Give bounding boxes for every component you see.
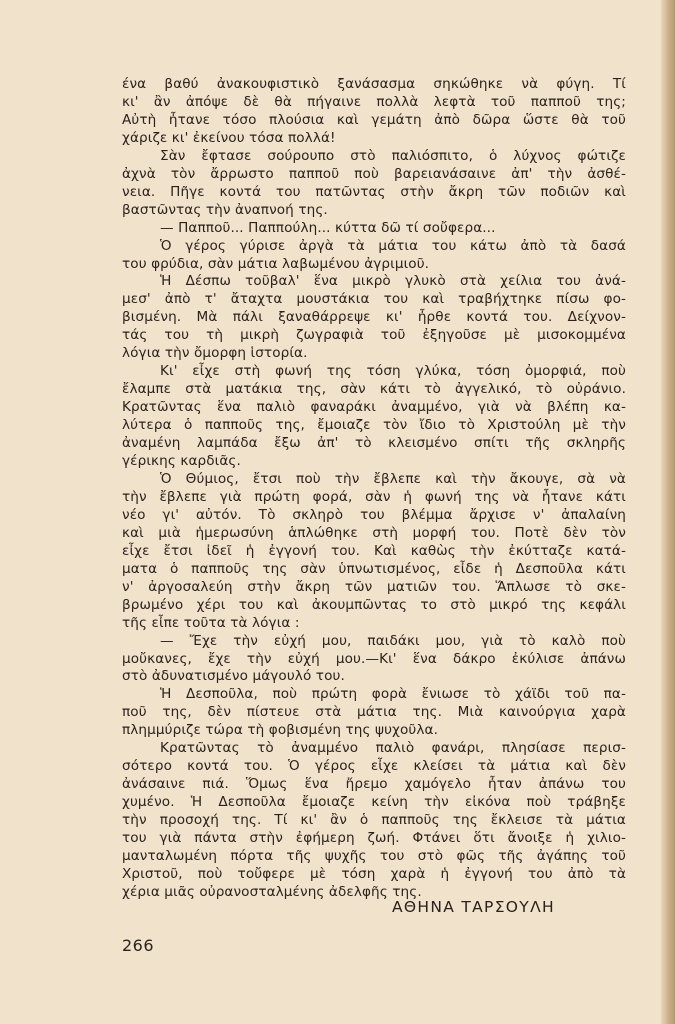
text-line: τὴν ἔβλεπε γιὰ πρώτη φορά, σὰν ἡ φωνή της νὰ ἦτανε κάτι: [122, 488, 626, 505]
text-line: Ἡ Δεσποῦλα, ποὺ πρώτη φορὰ ἔνιωσε τὸ χάϊδι τοῦ πα-: [160, 686, 626, 703]
text-line: νέο γι' αὐτόν. Τὸ σκληρὸ του βλέμμα ἄρχισε ν' ἀπαλαίνη: [122, 506, 626, 523]
text-line: ένα βαθύ ἀνακουφιστικὸ ξανάσασμα σηκώθηκε νὰ φύγη. Τί: [122, 76, 626, 92]
text-line: Ὁ Θύμιος, ἔτσι ποὺ τὴν ἔβλεπε καὶ τὴν ἄκουγε, σὰ νὰ: [160, 470, 626, 487]
text-line: χέρια μιᾶς οὐρανοσταλμένης ἀδελφῆς της.: [122, 883, 422, 900]
text-line: ἔλαμπε στὰ ματάκια της, σὰν κάτι τὸ ἀγγελικό, τὸ οὐράνιο.: [122, 381, 626, 398]
text-line: ἀχνὰ τὸν ἄρρωστο παπποῦ ποὺ βαρειανάσαινε ἀπ' τὴν ἀσθέ-: [122, 165, 626, 182]
text-line: Ὁ γέρος γύρισε ἀργὰ τὰ μάτια του κάτω ἀπὸ τὰ δασά: [160, 237, 626, 254]
text-line: τὴν προσοχή της. Τί κι' ἂν ὁ παπποῦς της ἔκλεισε τὰ μάτια: [122, 812, 626, 829]
text-line: μοὔκανες, ἔχε τὴν εὐχή μου.—Κι' ἕνα δάκρο ἐκύλισε ἀπάνω: [122, 650, 626, 667]
text-line: ἀνάσαινε πιά. Ὅμως ἕνα ἤρεμο χαμόγελο ἦταν ἀπάνω του: [122, 776, 626, 793]
text-line: βρωμένο χέρι του καὶ ἀκουμπῶντας το στὸ μικρό της κεφάλι: [122, 596, 626, 613]
author-signature: ΑΘΗΝΑ ΤΑΡΣΟΥΛΗ: [392, 898, 555, 916]
text-line: χάριζε κι' ἐκείνου τόσα πολλά!: [122, 129, 336, 146]
text-line: γέρικης καρδιᾶς.: [122, 453, 241, 470]
text-line: καὶ μιὰ ἡμερωσύνη ἁπλώθηκε στὴ μορφή του. Ποτὲ δὲν τὸν: [122, 524, 626, 541]
body-text: [122, 76, 626, 902]
text-line: Κι' εἶχε στὴ φωνή της τόση γλύκα, τόση ὀμορφιά, ποὺ: [160, 363, 626, 380]
text-line: λύτερα ὁ παπποῦς της, ἔμοιαζε τὸν ἴδιο τὸ Χριστούλη μὲ τὴν: [122, 417, 626, 434]
text-line: Κρατῶντας τὸ ἀναμμένο παλιὸ φανάρι, πλησίασε περισ-: [160, 740, 626, 757]
text-line: νεια. Πῆγε κοντά του πατῶντας στὴν ἄκρη τῶν ποδιῶν καὶ: [122, 183, 626, 200]
text-line: Χριστοῦ, ποὺ τοὔφερε μὲ τόση χαρὰ ἡ ἐγγονή του ἀπὸ τὰ: [122, 865, 626, 882]
text-line: πλημμύριζε τώρα τὴ φοβισμένη της ψυχοῦλα.: [122, 722, 438, 739]
text-line: σότερο κοντά του. Ὁ γέρος εἶχε κλείσει τὰ μάτια καὶ δὲν: [122, 758, 626, 775]
text-line: Σὰν ἔφτασε σούρουπο στὸ παλιόσπιτο, ὁ λύχνος φώτιζε: [160, 147, 626, 164]
text-line: μεσ' ἀπὸ τ' ἄταχτα μουστάκια του καὶ τραβήχτηκε πίσω φο-: [122, 291, 626, 308]
text-line: μανταλωμένη πόρτα τῆς ψυχῆς του στὸ φῶς τῆς ἀγάπης τοῦ: [122, 847, 626, 864]
text-line: λόγια τὴν ὄμορφη ἱστορία.: [122, 345, 308, 362]
text-line: Κρατῶντας ἕνα παλιὸ φαναράκι ἀναμμένο, γιὰ νὰ βλέπη κα-: [122, 399, 626, 416]
page-edge: [661, 0, 675, 1024]
text-line: ν' ἀργοσαλεύη στὴν ἄκρη τῶν ματιῶν του. Ἅπλωσε τὸ σκε-: [122, 578, 626, 595]
text-line: ματα ὁ παπποῦς της σὰν ὑπνωτισμένος, εἶδε ἡ Δεσποῦλα κάτι: [122, 560, 626, 577]
text-line: τάς του τὴ μικρὴ ζωγραφιὰ τοῦ ἐξηγοῦσε μὲ μισοκομμένα: [122, 327, 626, 344]
text-line: εἶχε ἔτσι ἰδεῖ ἡ ἐγγονή του. Καὶ καθὼς τὴν ἐκύτταζε κατά-: [122, 542, 626, 559]
text-line: Ἡ Δέσπω τοῦβαλ' ἕνα μικρὸ γλυκὸ στὰ χείλια του ἀνά-: [160, 273, 626, 290]
page-number: 266: [122, 936, 155, 955]
text-line: Αὐτὴ ἦτανε τόσο πλούσια καὶ γεμάτη ἀπὸ δῶρα ὥστε θὰ τοῦ: [122, 111, 626, 128]
text-line: — Παπποῦ... Παππούλη... κύττα δῶ τί σοὔφερα...: [160, 219, 496, 236]
text-line: βαστῶντας τὴν ἀναπνοή της.: [122, 201, 328, 218]
text-line: χυμένο. Ἡ Δεσποῦλα ἔμοιαζε κείνη τὴν εἰκόνα ποὺ τράβηξε: [122, 794, 626, 811]
text-line: τῆς εἶπε τοῦτα τὰ λόγια :: [122, 614, 300, 631]
text-line: κι' ἂν ἀπόψε δὲ θὰ πήγαινε πολλὰ λεφτὰ τοῦ παπποῦ της;: [122, 93, 626, 110]
text-line: βισμένη. Μὰ πάλι ξαναθάρρεψε κι' ἦρθε κοντά του. Δείχνον-: [122, 309, 626, 326]
text-line: ποῦ της, δὲν πίστευε στὰ μάτια της. Μιὰ καινούργια χαρὰ: [122, 704, 626, 721]
text-line: ἀναμένη λαμπάδα ἔξω ἀπ' τὸ κλεισμένο σπίτι τῆς σκληρῆς: [122, 435, 626, 452]
text-line: — Ἔχε τὴν εὐχή μου, παιδάκι μου, γιὰ τὸ καλὸ ποὺ: [160, 632, 626, 649]
text-line: στὸ ἀδυνατισμένο μάγουλό του.: [122, 668, 345, 685]
text-line: του γιὰ πάντα στὴν ἐφήμερη ζωή. Φτάνει ὅτι ἄνοιξε ἡ χιλιο-: [122, 830, 626, 847]
text-line: του φρύδια, σὰν μάτια λαβωμένου ἀγριμιοῦ.: [122, 255, 430, 272]
